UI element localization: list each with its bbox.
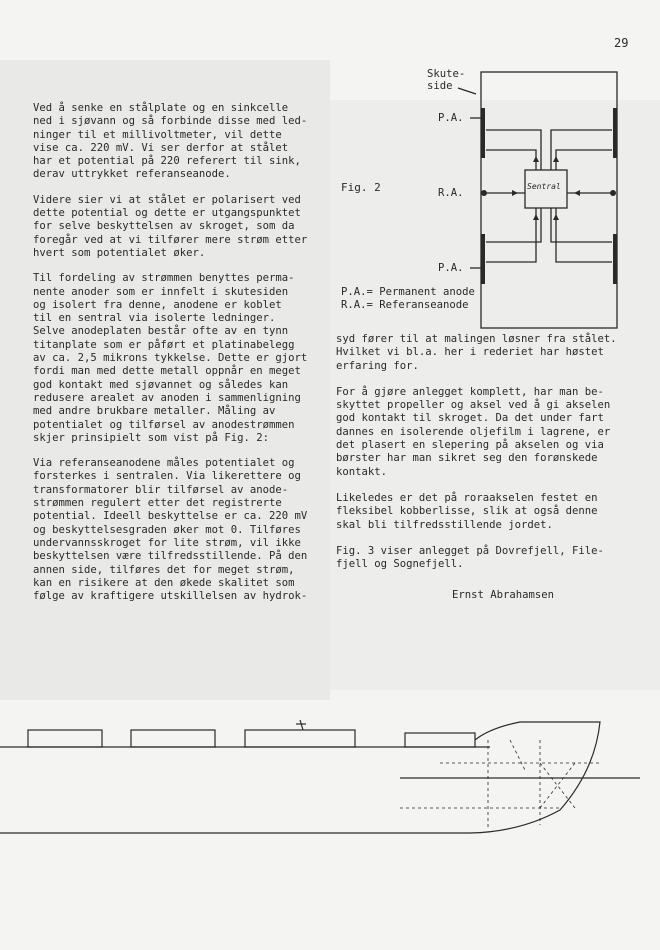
paragraph: Videre sier vi at stålet er polarisert ved dette potential og dette er utgangspunktet for selve beskyttelsen av skroget, som da foregår ved at vi tilfører mere strøm etter hvert som potentialet øker. [33,193,308,259]
pa-label-top: P.A. [438,112,464,124]
figure-label: Fig. 2 [341,181,381,194]
legend-item: R.A.= Referanseanode [341,299,469,311]
author-signature: Ernst Abrahamsen [452,589,555,601]
ship-outline-drawing [0,700,660,850]
page-number: 29 [614,36,629,50]
paragraph: Fig. 3 viser anlegget på Dovrefjell, File- fjell og Sognefjell. [336,544,604,571]
ra-label: R.A. [438,187,464,199]
central-label: Sentral [527,182,561,191]
paragraph: Til fordeling av strømmen benyttes perma- nente anoder som er innfelt i skutesiden og isolert fra denne, anodene er koblet til en sentral via isolerte ledninger. Selve anodeplaten består ofte av en tynn titanplate som er påført et platinabelegg av ca. 2,5 mikrons tykkelse. Dette er gjort fordi man med dette metall oppnår en meget god kontakt med sjøvannet og således kan redusere arealet av anoden i sammenligning med andre brukbare metaller. Måling av potentialet og tilførsel av anodestrømmen skjer prinsipielt som vist på Fig. 2: [33,272,308,444]
paragraph: syd fører til at malingen løsner fra stålet. Hvilket vi bl.a. her i rederiet har høstet erfaring for. [336,333,617,372]
paragraph: Ved å senke en stålplate og en sinkcelle ned i sjøvann og så forbinde disse med led- ninger til et millivoltmeter, vil dette vise ca. 220 mV. Vi ser derfor at stålet har et potential på 220 referert til sink, derav uttrykket referanseanode. [33,102,308,181]
paragraph: Likeledes er det på roraakselen festet en fleksibel kobberlisse, slik at også denne skal bli tilfredsstillende jordet. [336,491,598,531]
hull-side-label: Skute- side [427,68,466,92]
paragraph: Via referanseanodene måles potentialet og forsterkes i sentralen. Via likerettere og transformatorer blir tilførsel av anode- strømmen regulert etter det registrerte potential. Ideell beskyttelse er ca. 220 mV og beskyttelsesgraden øker mot 0. Tilføres undervannsskroget for lite strøm, vil ikke beskyttelsen være tilfredsstillende. På den annen side, tilføres det for meget strøm, kan en risikere at den økede skalitet som følge av kraftigere utskillelsen av hydrok- [33,457,308,603]
pa-label-bottom: P.A. [438,262,464,274]
right-column [336,333,636,584]
paragraph: For å gjøre anlegget komplett, har man be- skyttet propeller og aksel ved å gi akselen god kontakt til skroget. Da det under fart dannes en isolerende oljefilm i lagrene, er det plasert en slepering på akselen og via børster har man sikret seg den forønskede kontakt. [336,385,611,478]
figure-legend [341,286,475,312]
fig2-diagram [0,0,660,340]
legend-item: P.A.= Permanent anode [341,286,475,298]
